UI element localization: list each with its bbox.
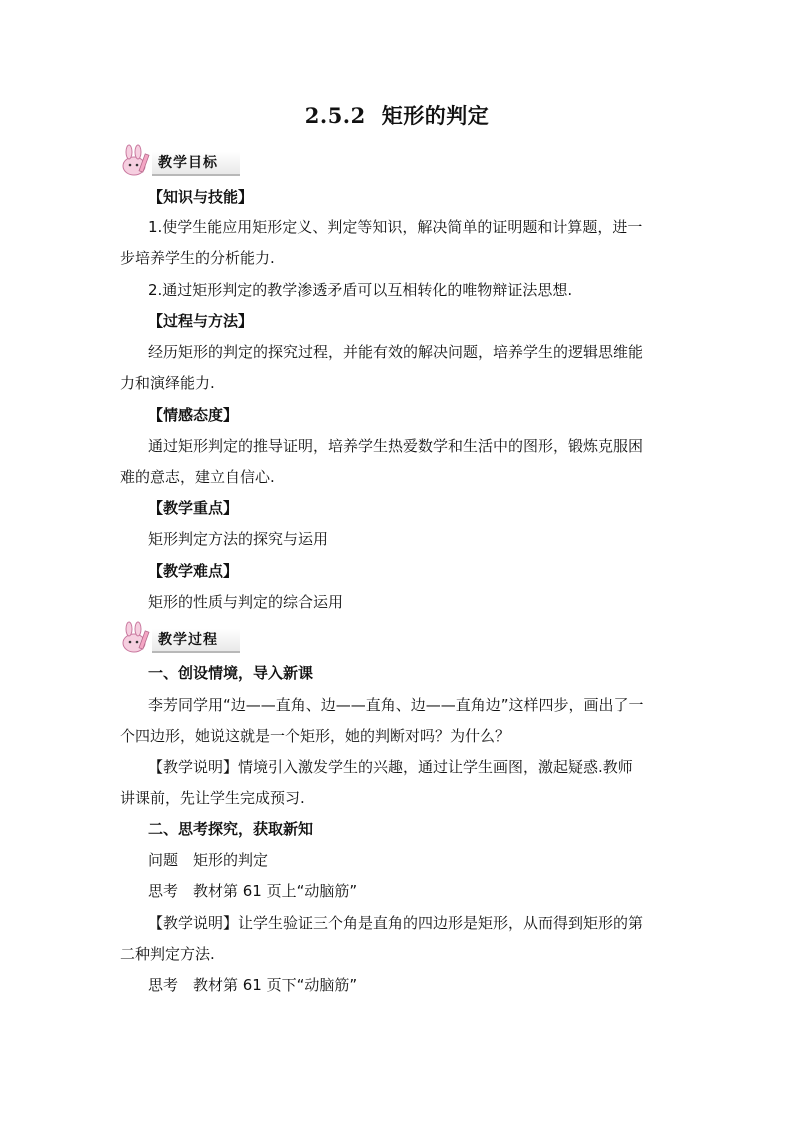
text-line: 矩形的性质与判定的综合运用 (148, 593, 344, 611)
page-title (0, 100, 794, 130)
text-line: 难的意志，建立自信心. (120, 468, 275, 486)
text-line: 步培养学生的分析能力. (120, 249, 275, 267)
text-line: 2.通过矩形判定的教学渗透矛盾可以互相转化的唯物辩证法思想. (148, 281, 573, 299)
heading-process-method: 【过程与方法】 (148, 312, 254, 330)
pencil-bunny-icon (118, 144, 154, 178)
text-line: 思考 教材第 61 页下“动脑筋” (148, 976, 358, 994)
heading-intro: 一、创设情境，导入新课 (148, 664, 314, 682)
text-line: 个四边形，她说这就是一个矩形，她的判断对吗？为什么？ (120, 727, 511, 745)
text-line: 【教学说明】让学生验证三个角是直角的四边形是矩形，从而得到矩形的第 (148, 914, 644, 932)
text-line: 问题 矩形的判定 (148, 851, 269, 869)
text-line: 二种判定方法. (120, 945, 215, 963)
text-line: 【教学说明】情境引入激发学生的兴趣，通过让学生画图，激起疑惑.教师 (148, 758, 633, 776)
section-banner-teaching-goals (118, 144, 242, 178)
text-line: 讲课前，先让学生完成预习. (120, 789, 305, 807)
pencil-bunny-icon (118, 621, 154, 655)
heading-attitude: 【情感态度】 (148, 406, 239, 424)
banner-label: 教学过程 (158, 632, 218, 648)
title-number: 2.5.2 (304, 103, 366, 128)
text-line: 李芳同学用“边——直角、边——直角、边——直角边”这样四步，画出了一 (148, 696, 644, 714)
text-line: 矩形判定方法的探究与运用 (148, 530, 329, 548)
banner-label: 教学目标 (158, 155, 218, 171)
text-line: 思考 教材第 61 页上“动脑筋” (148, 882, 358, 900)
heading-difficulty: 【教学难点】 (148, 562, 239, 580)
text-line: 力和演绎能力. (120, 374, 215, 392)
heading-key-point: 【教学重点】 (148, 499, 239, 517)
heading-explore: 二、思考探究，获取新知 (148, 820, 314, 838)
section-banner-teaching-process (118, 621, 242, 655)
text-line: 1.使学生能应用矩形定义、判定等知识，解决简单的证明题和计算题，进一 (148, 218, 643, 236)
text-line: 通过矩形判定的推导证明，培养学生热爱数学和生活中的图形，锻炼克服困 (148, 437, 644, 455)
title-text: 矩形的判定 (381, 103, 490, 128)
heading-knowledge-skills: 【知识与技能】 (148, 188, 254, 206)
text-line: 经历矩形的判定的探究过程，并能有效的解决问题，培养学生的逻辑思维能 (148, 343, 644, 361)
